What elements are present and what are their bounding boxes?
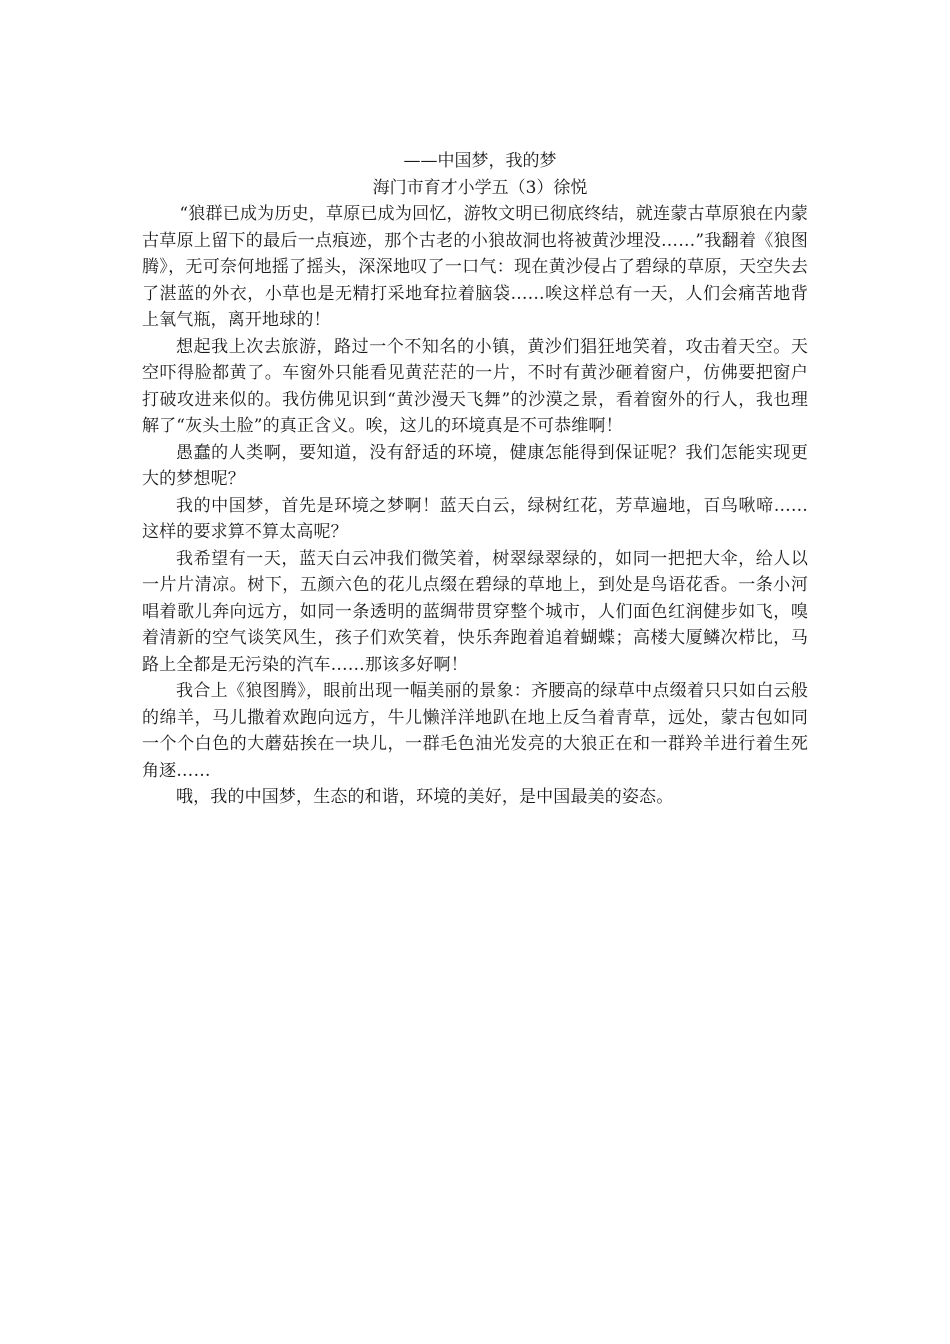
paragraph-2: 想起我上次去旅游，路过一个不知名的小镇，黄沙们猖狂地笑着，攻击着天空。天空吓得脸都黄了。车窗外只能看见黄茫茫的一片，不时有黄沙砸着窗户，仿佛要把窗户打破攻进来似的。我仿佛见识到“黄沙漫天飞舞”的沙漠之景，看着窗外的行人，我也理解了“灰头土脸”的真正含义。唉，这儿的环境真是不可恭维啊！ [142, 336, 808, 436]
paragraph-1: “狼群已成为历史，草原已成为回忆，游牧文明已彻底终结，就连蒙古草原狼在内蒙古草原上留下的最后一点痕迹，那个古老的小狼故洞也将被黄沙埋没……”我翻着《狼图腾》，无可奈何地摇了摇头，深深地叹了一口气：现在黄沙侵占了碧绿的草原，天空失去了湛蓝的外衣，小草也是无精打采地耷拉着脑袋……唉这样总有一天，人们会痛苦地背上氧气瓶，离开地球的！ [142, 204, 808, 330]
paragraph-6: 我合上《狼图腾》，眼前出现一幅美丽的景象：齐腰高的绿草中点缀着只只如白云般的绵羊，马儿撒着欢跑向远方，牛儿懒洋洋地趴在地上反刍着青草，远处，蒙古包如同一个个白色的大蘑菇挨在一块儿，一群毛色油光发亮的大狼正在和一群羚羊进行着生死角逐…… [142, 681, 808, 781]
document-page [142, 148, 808, 811]
paragraph-7: 哦，我的中国梦，生态的和谐，环境的美好，是中国最美的姿态。 [176, 787, 674, 807]
essay-author: 海门市育才小学五（3）徐悦 [372, 177, 588, 198]
paragraph-4: 我的中国梦，首先是环境之梦啊！蓝天白云，绿树红花，芳草遍地，百鸟啾啼……这样的要求算不算太高呢？ [142, 495, 808, 542]
essay-title: ——中国梦，我的梦 [403, 151, 557, 171]
paragraph-5: 我希望有一天，蓝天白云冲我们微笑着，树翠绿翠绿的，如同一把把大伞，给人以一片片清凉。树下，五颜六色的花儿点缀在碧绿的草地上，到处是鸟语花香。一条小河唱着歌儿奔向远方，如同一条透明的蓝绸带贯穿整个城市，人们面色红润健步如飞，嗅着清新的空气谈笑风生，孩子们欢笑着，快乐奔跑着追着蝴蝶；高楼大厦鳞次栉比，马路上全都是无污染的汽车……那该多好啊！ [142, 548, 808, 675]
paragraph-3: 愚蠢的人类啊，要知道，没有舒适的环境，健康怎能得到保证呢？我们怎能实现更大的梦想呢？ [142, 442, 808, 489]
